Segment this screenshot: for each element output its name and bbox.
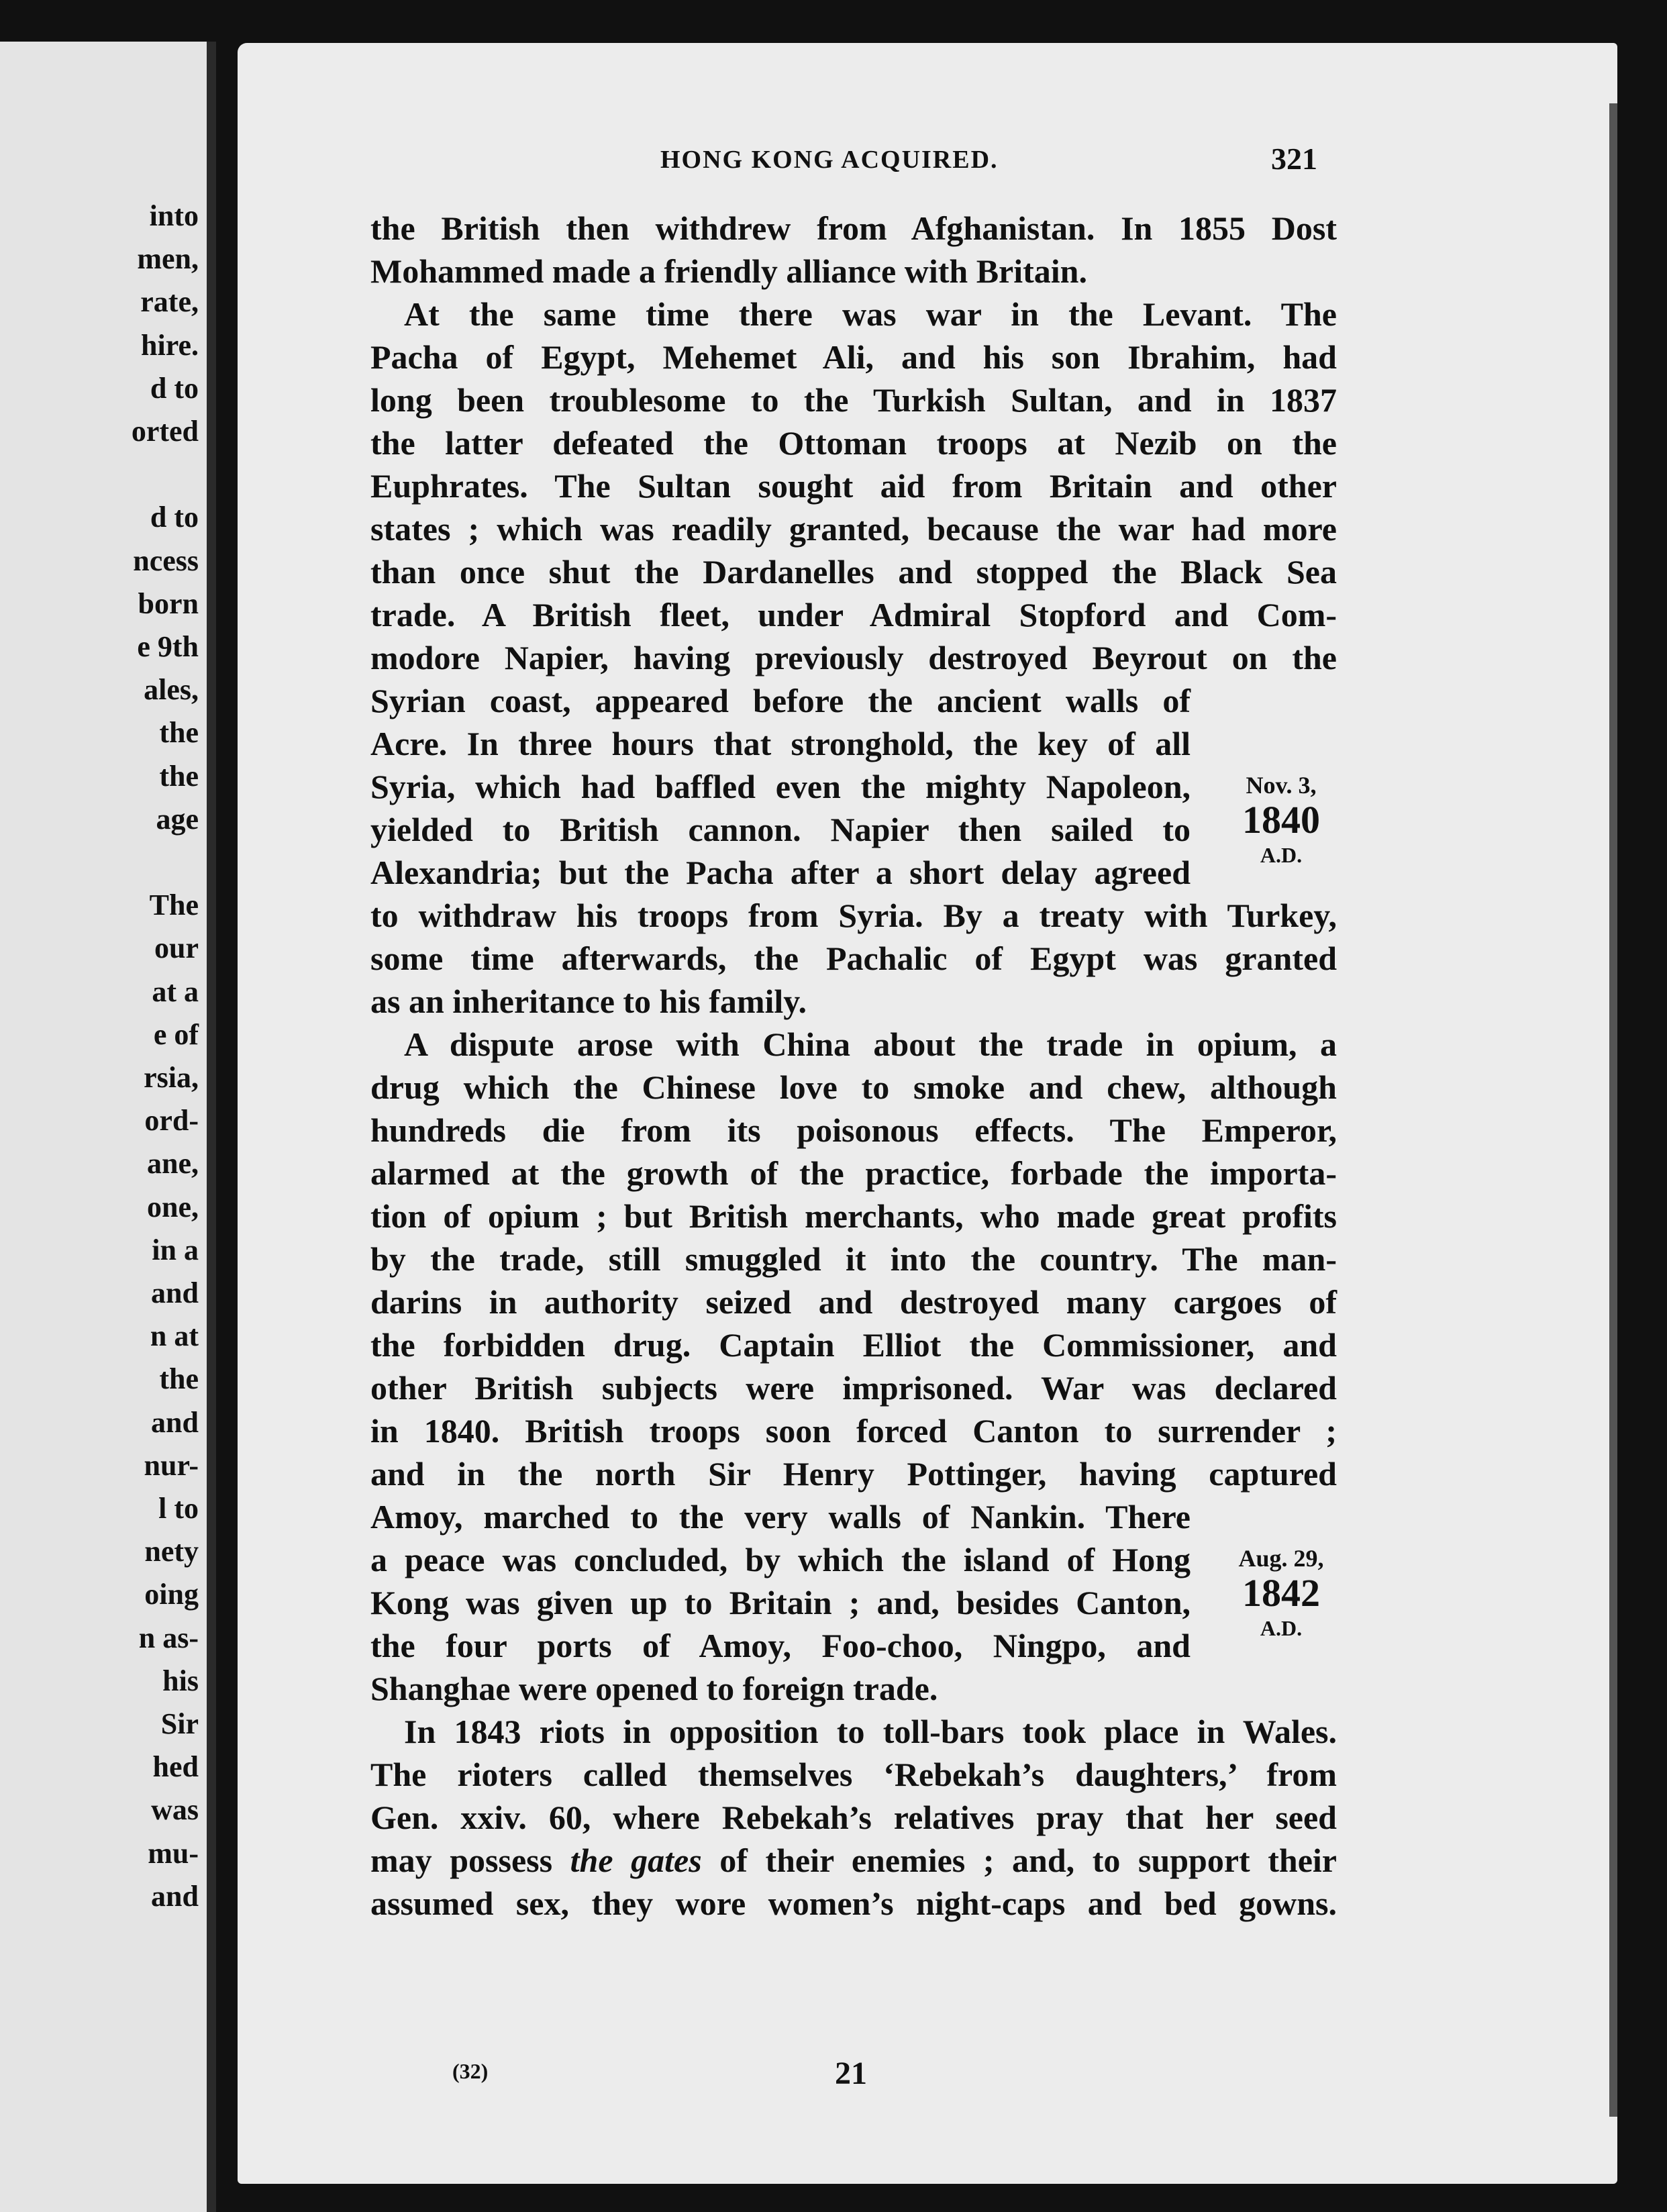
margin-note-era: A.D. [1260, 843, 1303, 867]
text-line: yielded to British cannon. Napier then sailed to [370, 811, 1191, 848]
left-page-line: in a [152, 1233, 199, 1266]
text-line: hundreds die from its poisonous effects. The Emperor, [370, 1111, 1337, 1149]
left-page-line: his [162, 1664, 199, 1697]
left-page-line: The [149, 889, 199, 922]
signature-mark: (32) [452, 2059, 489, 2083]
text-line: Amoy, marched to the very walls of Nankin. There [370, 1498, 1191, 1536]
left-page-line: orted [131, 415, 199, 448]
text-line: as an inheritance to his family. [370, 983, 807, 1020]
left-page-line: our [154, 932, 199, 965]
left-page-line: d to [150, 371, 199, 405]
text-line: drug which the Chinese love to smoke and chew, although [370, 1068, 1337, 1106]
text-line: The rioters called themselves ‘Rebekah’s daughters,’ from [370, 1756, 1337, 1793]
left-page-line: e 9th [137, 630, 199, 663]
left-page-line: and [151, 1405, 199, 1439]
text-line: darins in authority seized and destroyed many cargoes of [370, 1283, 1337, 1321]
left-page-line: rate, [140, 285, 199, 319]
text-line: and in the north Sir Henry Pottinger, having captured [370, 1455, 1337, 1493]
left-page-line: the [159, 759, 199, 793]
margin-note-date [1214, 772, 1348, 868]
left-page-line: and [151, 1276, 199, 1309]
text-line: than once shut the Dardanelles and stopped the Black Sea [370, 553, 1337, 591]
left-page-line: ncess [133, 544, 199, 577]
margin-note-year: 1840 [1242, 798, 1320, 842]
left-page-fragment [0, 42, 216, 2212]
margin-note-day: Aug. 29, [1238, 1545, 1324, 1572]
left-page-line: n as- [138, 1621, 199, 1654]
left-page-line: nety [144, 1535, 199, 1568]
left-page-line: into [149, 199, 199, 232]
text-line: Alexandria; but the Pacha after a short delay agreed [370, 854, 1191, 891]
text-line: modore Napier, having previously destroyed Beyrout on the [370, 639, 1337, 676]
text-line: alarmed at the growth of the practice, forbade the importa- [370, 1154, 1337, 1192]
text-line: Acre. In three hours that stronghold, the key of all [370, 725, 1191, 762]
text-line: the British then withdrew from Afghanistan. In 1855 Dost [370, 209, 1337, 247]
left-page-line: one, [147, 1190, 199, 1223]
text-line: trade. A British fleet, under Admiral Stopford and Com- [370, 596, 1337, 634]
left-page-line: n at [150, 1319, 199, 1353]
text-line: tion of opium ; but British merchants, who made great profits [370, 1197, 1337, 1235]
text-line: states ; which was readily granted, because the war had more [370, 510, 1337, 548]
left-page-line: d to [150, 501, 199, 534]
text-line: by the trade, still smuggled it into the country. The man- [370, 1240, 1337, 1278]
italic-phrase: the gates [570, 1842, 702, 1879]
left-page-line: nur- [144, 1448, 199, 1482]
left-page-line: born [138, 587, 199, 620]
page-footer [238, 2056, 1617, 2099]
text-line: in 1840. British troops soon forced Canton to surrender ; [370, 1412, 1337, 1450]
text-line: long been troublesome to the Turkish Sultan, and in 1837 [370, 381, 1337, 419]
text-line: some time afterwards, the Pachalic of Egypt was granted [370, 940, 1337, 977]
left-page-line: oing [144, 1578, 199, 1611]
signature-number: 21 [835, 2056, 867, 2091]
text-line: At the same time there was war in the Levant. The [404, 295, 1337, 333]
left-page-line: the [159, 716, 199, 750]
left-page-line: mu- [148, 1836, 199, 1870]
left-page-line: l to [158, 1492, 199, 1525]
margin-note-era: A.D. [1260, 1616, 1303, 1640]
left-page-line: the [159, 1362, 199, 1396]
left-page-line: Sir [160, 1707, 199, 1740]
text-line: the four ports of Amoy, Foo-choo, Ningpo, and [370, 1627, 1191, 1664]
text-line: the forbidden drug. Captain Elliot the Commissioner, and [370, 1326, 1337, 1364]
left-page-line: ales, [144, 673, 199, 707]
text-line: assumed sex, they wore women’s night-caps and bed gowns. [370, 1884, 1337, 1922]
page-number: 321 [1271, 142, 1317, 176]
text-line: Kong was given up to Britain ; and, besides Canton, [370, 1584, 1191, 1621]
left-page-line: at a [152, 974, 199, 1008]
text-line: may possess the gates of their enemies ; and, to support their [370, 1842, 1337, 1879]
left-page-line: men, [137, 242, 199, 276]
book-spine [207, 42, 216, 2212]
text-line: Gen. xxiv. 60, where Rebekah’s relatives pray that her seed [370, 1799, 1337, 1836]
left-page-line: age [156, 802, 199, 836]
left-page-line: and [151, 1879, 199, 1913]
left-page-line: ord- [144, 1104, 199, 1138]
text-line: a peace was concluded, by which the island of Hong [370, 1541, 1191, 1578]
running-head: HONG KONG ACQUIRED. [660, 146, 999, 174]
left-page-line: was [151, 1793, 199, 1827]
text-line: Mohammed made a friendly alliance with Britain. [370, 252, 1087, 290]
text-line: Pacha of Egypt, Mehemet Ali, and his son Ibrahim, had [370, 338, 1337, 376]
margin-note-date [1214, 1545, 1348, 1642]
left-page-line: rsia, [144, 1061, 199, 1094]
text-line: Syria, which had baffled even the mighty Napoleon, [370, 768, 1191, 805]
book-page [238, 43, 1617, 2184]
page-header [238, 142, 1617, 185]
margin-note-year: 1842 [1242, 1571, 1320, 1615]
left-page-line: hed [152, 1750, 199, 1784]
text-line: the latter defeated the Ottoman troops at Nezib on the [370, 424, 1337, 462]
text-line: Euphrates. The Sultan sought aid from Britain and other [370, 467, 1337, 505]
text-line: Shanghae were opened to foreign trade. [370, 1670, 938, 1707]
body-text [370, 207, 1337, 1925]
margin-note-day: Nov. 3, [1246, 772, 1317, 799]
text-line: Syrian coast, appeared before the ancient walls of [370, 682, 1191, 719]
left-page-line: ane, [147, 1147, 199, 1180]
left-page-line: e of [153, 1017, 199, 1051]
text-line: to withdraw his troops from Syria. By a treaty with Turkey, [370, 897, 1337, 934]
text-line: A dispute arose with China about the trade in opium, a [404, 1025, 1337, 1063]
text-line: other British subjects were imprisoned. War was declared [370, 1369, 1337, 1407]
page-edge [1609, 103, 1617, 2117]
text-line: In 1843 riots in opposition to toll-bars took place in Wales. [404, 1713, 1337, 1750]
left-page-line: hire. [141, 328, 199, 362]
